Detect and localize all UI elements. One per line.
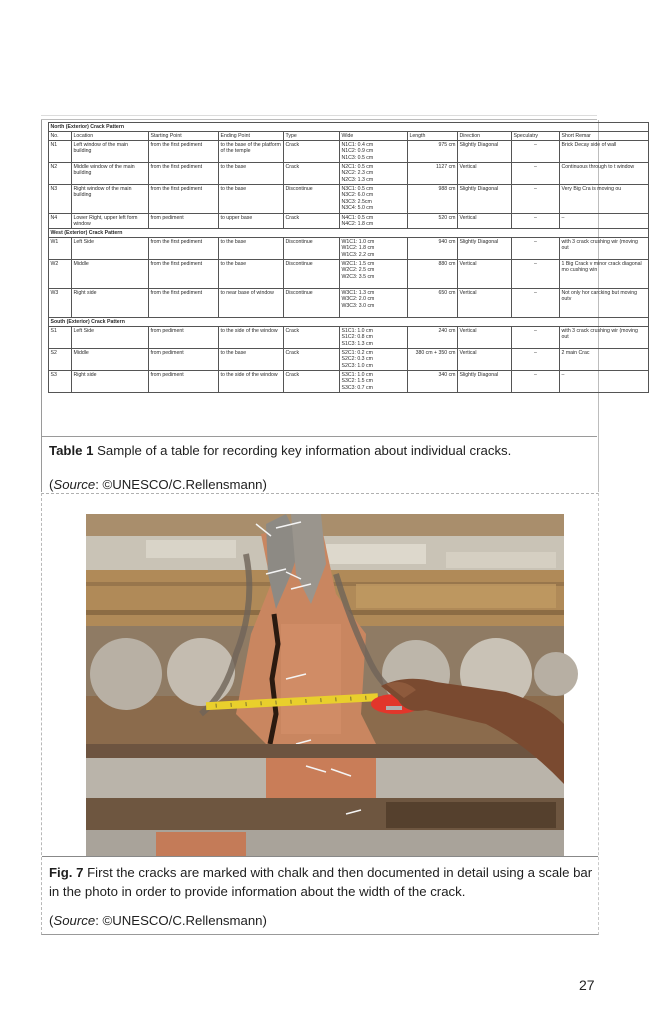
table-row: [49, 238, 649, 260]
cell-location: Middle window of the main building: [72, 163, 149, 185]
cell-no: W1: [49, 238, 72, 260]
page-number: 27: [579, 977, 595, 993]
crack-measurement-photo: [86, 514, 564, 856]
wide-value: N2C1: 0.5 cm: [341, 163, 374, 170]
cell-speculatry: –: [512, 141, 560, 163]
source-paren: (: [49, 913, 54, 928]
cell-wide: [340, 238, 408, 260]
cell-no: S2: [49, 349, 72, 371]
cell-wide: [340, 327, 408, 349]
cell-speculatry: –: [512, 371, 560, 393]
cell-direction: Vertical: [458, 260, 512, 289]
cell-direction: Vertical: [458, 163, 512, 185]
source-label: Source: [53, 913, 96, 928]
table-row: [49, 371, 649, 393]
wide-value: N1C1: 0.4 cm: [341, 141, 374, 148]
wide-value: N4C2: 1.8 cm: [341, 221, 374, 228]
figure-caption-label: Fig. 7: [49, 865, 84, 880]
cell-ending-point: to the side of the window: [219, 371, 284, 393]
wide-value: N3C2: 6.0 cm: [341, 192, 374, 199]
cell-starting-point: from the first pediment: [149, 289, 219, 318]
table-row: [49, 185, 649, 214]
wide-value: S3C1: 1.0 cm: [341, 371, 373, 378]
cell-location: Middle: [72, 260, 149, 289]
cell-speculatry: –: [512, 214, 560, 229]
cell-speculatry: –: [512, 260, 560, 289]
section-header-row: [49, 123, 649, 132]
cell-location: Left Side: [72, 327, 149, 349]
cell-length: 940 cm: [408, 238, 458, 260]
cell-no: N4: [49, 214, 72, 229]
crack-record-table: [48, 122, 649, 393]
cell-no: W3: [49, 289, 72, 318]
cell-wide: [340, 260, 408, 289]
column-header: Type: [284, 132, 340, 141]
cell-type: Discontinue: [284, 260, 340, 289]
cell-speculatry: –: [512, 349, 560, 371]
cell-type: Crack: [284, 327, 340, 349]
cell-starting-point: from pediment: [149, 214, 219, 229]
cell-short-remark: Continuous through to t window: [560, 163, 649, 185]
cell-length: 988 cm: [408, 185, 458, 214]
cell-type: Crack: [284, 349, 340, 371]
source-credit: : ©UNESCO/C.Rellensmann): [95, 477, 267, 492]
wide-value: W3C1: 1.3 cm: [341, 289, 375, 296]
cell-length: 340 cm: [408, 371, 458, 393]
cell-type: Discontinue: [284, 289, 340, 318]
table-row: [49, 260, 649, 289]
wide-value: N3C3: 2.5cm: [341, 198, 372, 205]
cell-type: Discontinue: [284, 185, 340, 214]
wide-value: S2C1: 0.2 cm: [341, 349, 373, 356]
cell-short-remark: with 3 crack crushing wir (moving out: [560, 238, 649, 260]
source-paren: (: [49, 477, 54, 492]
cell-type: Crack: [284, 214, 340, 229]
cell-direction: Slightly Diagonal: [458, 185, 512, 214]
cell-ending-point: to the base: [219, 238, 284, 260]
table-caption-box: [41, 436, 597, 493]
column-header: Length: [408, 132, 458, 141]
column-header: Short Remar: [560, 132, 649, 141]
wide-value: S2C2: 0.3 cm: [341, 356, 373, 363]
cell-ending-point: to the side of the window: [219, 327, 284, 349]
cell-direction: Slightly Diagonal: [458, 141, 512, 163]
cell-type: Crack: [284, 371, 340, 393]
cell-ending-point: to upper base: [219, 214, 284, 229]
cell-wide: [340, 163, 408, 185]
cell-ending-point: to the base: [219, 349, 284, 371]
cell-no: W2: [49, 260, 72, 289]
wide-value: S1C1: 1.0 cm: [341, 327, 373, 334]
column-header-row: [49, 132, 649, 141]
table-row: [49, 214, 649, 229]
figure-caption-text: First the cracks are marked with chalk and then documented in detail using a scale bar in the photo in order to provide information about the width of the crack.: [49, 865, 593, 899]
wide-value: N1C3: 0.5 cm: [341, 154, 374, 161]
wide-value: S2C3: 1.0 cm: [341, 362, 373, 369]
cell-starting-point: from the first pediment: [149, 238, 219, 260]
table-row: [49, 141, 649, 163]
crack-table-container: [48, 122, 642, 434]
figure-frame: [41, 493, 599, 935]
wide-value: W1C3: 2.2 cm: [341, 251, 375, 258]
wide-value: S3C2: 1.5 cm: [341, 378, 373, 385]
cell-ending-point: to near base of window: [219, 289, 284, 318]
table-caption-label: Table 1: [49, 443, 94, 458]
cell-speculatry: –: [512, 185, 560, 214]
cell-starting-point: from pediment: [149, 371, 219, 393]
wide-value: N2C2: 2.3 cm: [341, 170, 374, 177]
figure-source: [49, 912, 267, 929]
cell-ending-point: to the base: [219, 185, 284, 214]
cell-location: Right window of the main building: [72, 185, 149, 214]
table-row: [49, 349, 649, 371]
cell-speculatry: –: [512, 163, 560, 185]
cell-location: Right side: [72, 371, 149, 393]
column-header: No.: [49, 132, 72, 141]
cell-location: Middle: [72, 349, 149, 371]
source-label: Source: [53, 477, 96, 492]
section-header-row: [49, 229, 649, 238]
cell-direction: Vertical: [458, 289, 512, 318]
wide-value: W2C2: 2.5 cm: [341, 267, 375, 274]
cell-wide: [340, 214, 408, 229]
cell-wide: [340, 371, 408, 393]
cell-location: Left Side: [72, 238, 149, 260]
wide-value: S1C3: 1.3 cm: [341, 340, 373, 347]
wide-value: N1C2: 0.9 cm: [341, 148, 374, 155]
cell-short-remark: –: [560, 214, 649, 229]
column-header: Location: [72, 132, 149, 141]
cell-no: N3: [49, 185, 72, 214]
cell-type: Crack: [284, 163, 340, 185]
cell-length: 240 cm: [408, 327, 458, 349]
cell-direction: Vertical: [458, 349, 512, 371]
cell-length: 380 cm + 350 cm: [408, 349, 458, 371]
cell-starting-point: from the first pediment: [149, 163, 219, 185]
cell-starting-point: from the first pediment: [149, 260, 219, 289]
wide-value: W2C1: 1.5 cm: [341, 260, 375, 267]
figure-caption-divider: [42, 856, 598, 857]
wide-value: N2C3: 1.3 cm: [341, 176, 374, 183]
table-row: [49, 289, 649, 318]
cell-wide: [340, 185, 408, 214]
cell-short-remark: 1 Big Crack v minor crack diagonal mo cushing win: [560, 260, 649, 289]
column-header: Speculatry: [512, 132, 560, 141]
cell-location: Right side: [72, 289, 149, 318]
cell-no: N1: [49, 141, 72, 163]
cell-starting-point: from the first pediment: [149, 141, 219, 163]
page-rule: [41, 115, 597, 116]
section-header-row: [49, 318, 649, 327]
cell-length: 520 cm: [408, 214, 458, 229]
source-credit: : ©UNESCO/C.Rellensmann): [95, 913, 267, 928]
cell-direction: Vertical: [458, 327, 512, 349]
cell-starting-point: from the first pediment: [149, 185, 219, 214]
wide-value: W1C1: 1.0 cm: [341, 238, 375, 245]
section-title: South (Exterior) Crack Pattern: [49, 318, 649, 327]
table-source: [49, 476, 267, 493]
cell-type: Crack: [284, 141, 340, 163]
table-caption: [49, 442, 511, 459]
wide-value: N4C1: 0.5 cm: [341, 214, 374, 221]
cell-short-remark: 2 main Crac: [560, 349, 649, 371]
cell-short-remark: –: [560, 371, 649, 393]
cell-short-remark: with 3 crack crushing wir (moving out: [560, 327, 649, 349]
cell-short-remark: Very Big Cra is moving ou: [560, 185, 649, 214]
wide-value: W3C3: 3.0 cm: [341, 302, 375, 309]
wide-value: N3C1: 0.5 cm: [341, 185, 374, 192]
cell-location: Left window of the main building: [72, 141, 149, 163]
wide-value: W3C2: 2.0 cm: [341, 296, 375, 303]
cell-speculatry: –: [512, 327, 560, 349]
section-title: North (Exterior) Crack Pattern: [49, 123, 649, 132]
cell-wide: [340, 289, 408, 318]
cell-wide: [340, 141, 408, 163]
wide-value: S3C3: 0.7 cm: [341, 384, 373, 391]
cell-ending-point: to the base of the platform of the temple: [219, 141, 284, 163]
cell-no: S1: [49, 327, 72, 349]
cell-ending-point: to the base: [219, 260, 284, 289]
wide-value: W1C2: 1.8 cm: [341, 245, 375, 252]
cell-starting-point: from pediment: [149, 349, 219, 371]
cell-speculatry: –: [512, 289, 560, 318]
cell-direction: Slightly Diagonal: [458, 238, 512, 260]
wide-value: N3C4: 5.0 cm: [341, 205, 374, 212]
cell-speculatry: –: [512, 238, 560, 260]
column-header: Wide: [340, 132, 408, 141]
column-header: Ending Point: [219, 132, 284, 141]
table-row: [49, 163, 649, 185]
cell-location: Lower Right, upper left form window: [72, 214, 149, 229]
section-title: West (Exterior) Crack Pattern: [49, 229, 649, 238]
cell-type: Discontinue: [284, 238, 340, 260]
cell-wide: [340, 349, 408, 371]
figure-caption: [49, 863, 594, 901]
cell-short-remark: Not only hor carcking but moving outv: [560, 289, 649, 318]
table-row: [49, 327, 649, 349]
cell-no: S3: [49, 371, 72, 393]
cell-length: 975 cm: [408, 141, 458, 163]
cell-length: 650 cm: [408, 289, 458, 318]
column-header: Starting Point: [149, 132, 219, 141]
cell-direction: Vertical: [458, 214, 512, 229]
table-caption-text: Sample of a table for recording key information about individual cracks.: [93, 443, 512, 458]
cell-starting-point: from pediment: [149, 327, 219, 349]
column-header: Direction: [458, 132, 512, 141]
cell-ending-point: to the base: [219, 163, 284, 185]
wide-value: W2C3: 3.5 cm: [341, 273, 375, 280]
cell-length: 880 cm: [408, 260, 458, 289]
cell-no: N2: [49, 163, 72, 185]
cell-direction: Slightly Diagonal: [458, 371, 512, 393]
wide-value: S1C2: 0.8 cm: [341, 334, 373, 341]
cell-length: 1127 cm: [408, 163, 458, 185]
cell-short-remark: Brick Decay side of wall: [560, 141, 649, 163]
